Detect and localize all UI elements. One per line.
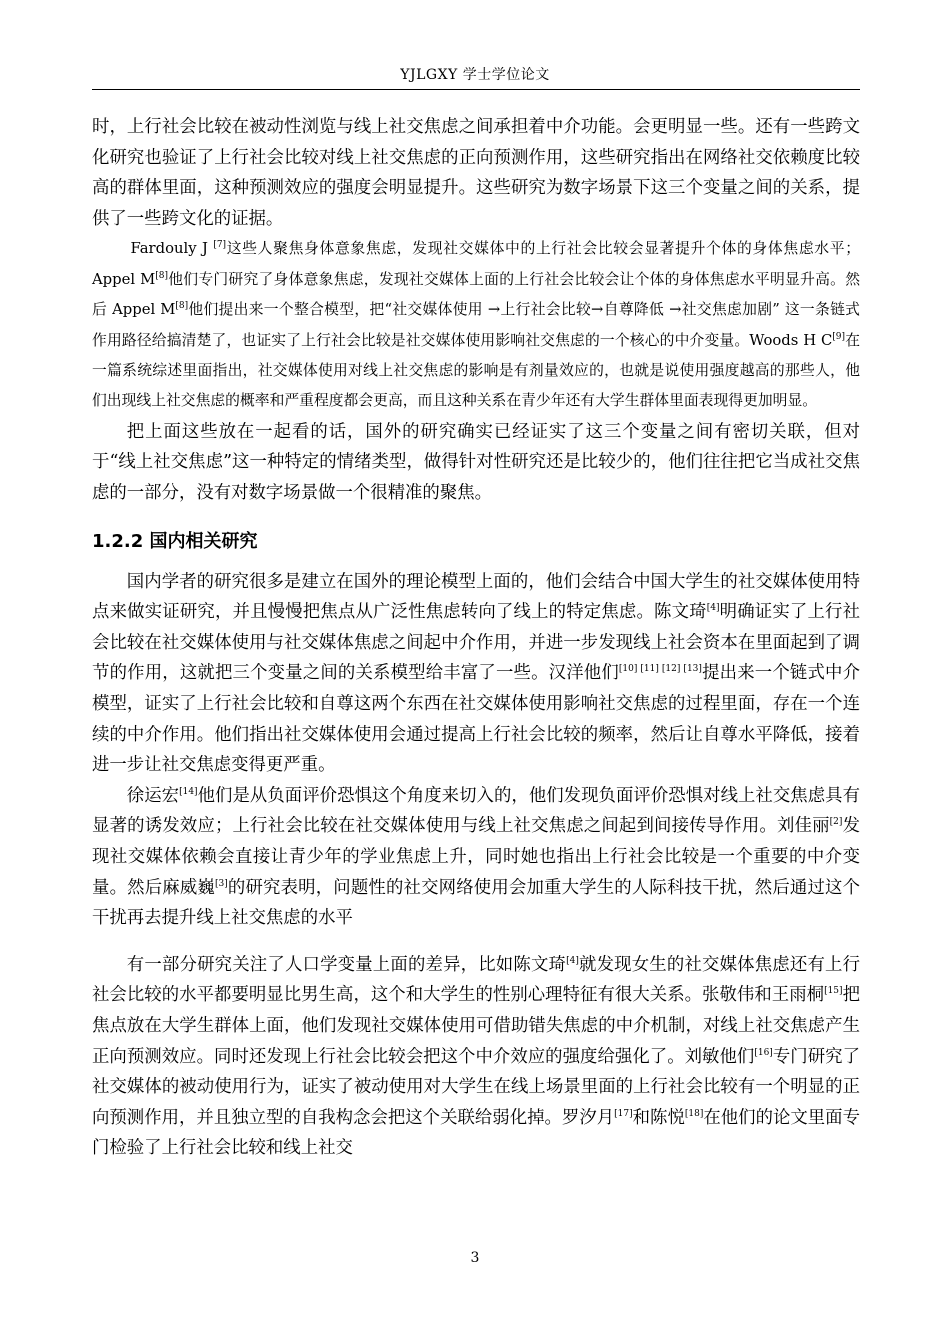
paragraph-gap (92, 934, 860, 950)
page-body (92, 112, 860, 1164)
paragraph-1: 时，上行社会比较在被动性浏览与线上社交焦虑之间承担着中介功能。会更明显一些。还有一些跨文化研究也验证了上行社会比较对线上社交焦虑的正向预测作用，这些研究指出在网络社交依赖度比较高的群体里面，这种预测效应的强度会明显提升。这些研究为数字场景下这三个变量之间的关系，提供了一些跨文化的证据。 (92, 117, 860, 229)
running-header: YJLGXY 学士学位论文 (400, 67, 550, 83)
text-run: 他们专门研究了身体意象焦虑，发现社交媒体上面的上行社会比较会让个体的身体焦虑水平明显升高。然后 Appel M (92, 270, 860, 319)
text-run: 和陈悦 (632, 1107, 685, 1128)
text-run: 在一篇系统综述里面指出，社交媒体使用对线上社交焦虑的影响是有剂量效应的，也就是说使用强度越高的那些人，他们出现线上社交焦虑的概率和严重程度都会更高，而且这种关系在青少年还有大学生群体里面表现得更加明显。 (92, 331, 860, 410)
paragraph-3: 把上面这些放在一起看的话，国外的研究确实已经证实了这三个变量之间有密切关联，但对于“线上社交焦虑”这一种特定的情绪类型，做得针对性研究还是比较少的，他们往往把它当成社交焦虑的一部分，没有对数字场景做一个很精准的聚焦。 (92, 421, 860, 503)
citation-mark: [17] (614, 1108, 633, 1119)
citation-mark: [15] (824, 986, 843, 997)
text-run: 在他们的论文里面专门检验了上行社会比较和线上社交 (92, 1107, 860, 1159)
page-number: 3 (470, 1250, 480, 1266)
header-rule (92, 89, 860, 90)
citation-mark: [14] (179, 786, 198, 797)
paragraph-4 (92, 567, 860, 781)
citation-mark: [7] (213, 240, 227, 251)
citation-mark: [4] (706, 603, 720, 614)
text-run: 专门研究了社交媒体的被动使用行为，证实了被动使用对大学生在线上场景里面的上行社会比较有一个明显的正向预测作用，并且独立型的自我构念会把这个关联给弱化掉。罗汐月 (92, 1046, 860, 1128)
citation-mark: [18] (684, 1108, 704, 1119)
text-run: 这些人聚焦身体意象焦虑，发现社交媒体中的上行社会比较会显著提升个体的身体焦虑水平； Appel M (92, 240, 861, 288)
paragraph-2 (92, 234, 860, 416)
paragraph-5 (92, 781, 860, 934)
citation-mark: [9] (832, 331, 846, 342)
text-run: 国内学者的研究很多是建立在国外的理论模型上面的，他们会结合中国大学生的社交媒体使用特点来做实证研究，并且慢慢把焦点从广泛性焦虑转向了线上的特定焦虑。陈文琦 (92, 571, 860, 623)
text-run: 提出来一个链式中介模型，证实了上行社会比较和自尊这两个东西在社交媒体使用影响社交焦虑的过程里面，存在一个连续的中介作用。他们指出社交媒体使用会通过提高上行社会比较的频率，然后让自尊水平降低，接着进一步让社交焦虑变得更严重。 (92, 663, 860, 776)
citation-mark: [2] (829, 817, 843, 828)
text-run: 把焦点放在大学生群体上面，他们发现社交媒体使用可借助错失焦虑的中介机制，对线上社交焦虑产生正向预测效应。同时还发现上行社会比较会把这个中介效应的强度给强化了。刘敏他们 (92, 985, 860, 1067)
text-run: 发现社交媒体依赖会直接让青少年的学业焦虑上升，同时她也指出上行社会比较是一个重要的中介变量。然后麻威巍 (92, 816, 860, 898)
text-run: 就发现女生的社交媒体焦虑还有上行社会比较的水平都要明显比男生高，这个和大学生的性别心理特征有很大关系。张敬伟和王雨桐 (92, 954, 860, 1006)
citation-mark: [16] (754, 1047, 773, 1058)
section-heading: 1.2.2 国内相关研究 (92, 530, 258, 552)
citation-mark: [4] (566, 955, 579, 966)
citation-mark: [10] [11] [12] [13] (618, 664, 702, 675)
text-run: 他们提出来一个整合模型，把“社交媒体使用 →上行社会比较→自尊降低 →社交焦虑加剧” 这一条链式作用路径给搞清楚了，也证实了上行社会比较是社交媒体使用影响社交焦虑的一个核心的中介变量。Woods H C (92, 301, 860, 349)
text-run: Fardouly J (130, 240, 214, 258)
text-run: 明确证实了上行社会比较在社交媒体使用与社交媒体焦虑之间起中介作用，并进一步发现线上社会资本在里面起到了调节的作用，这就把三个变量之间的关系模型给丰富了一些。汉洋他们 (92, 602, 860, 684)
paragraph-6 (92, 950, 860, 1164)
text-run: 他们是从负面评价恐惧这个角度来切入的，他们发现负面评价恐惧对线上社交焦虑具有显著的诱发效应；上行社会比较在社交媒体使用与线上社交焦虑之间起到间接传导作用。刘佳丽 (92, 785, 860, 837)
text-run: 徐运宏 (126, 785, 180, 806)
citation-mark: [8] (175, 301, 189, 312)
text-run: 的研究表明，问题性的社交网络使用会加重大学生的人际科技干扰，然后通过这个干扰再去提升线上社交焦虑的水平 (92, 877, 860, 929)
citation-mark: [3] (214, 878, 228, 889)
text-run: 有一部分研究关注了人口学变量上面的差异，比如陈文琦 (126, 954, 567, 975)
citation-mark: [8] (155, 270, 168, 281)
